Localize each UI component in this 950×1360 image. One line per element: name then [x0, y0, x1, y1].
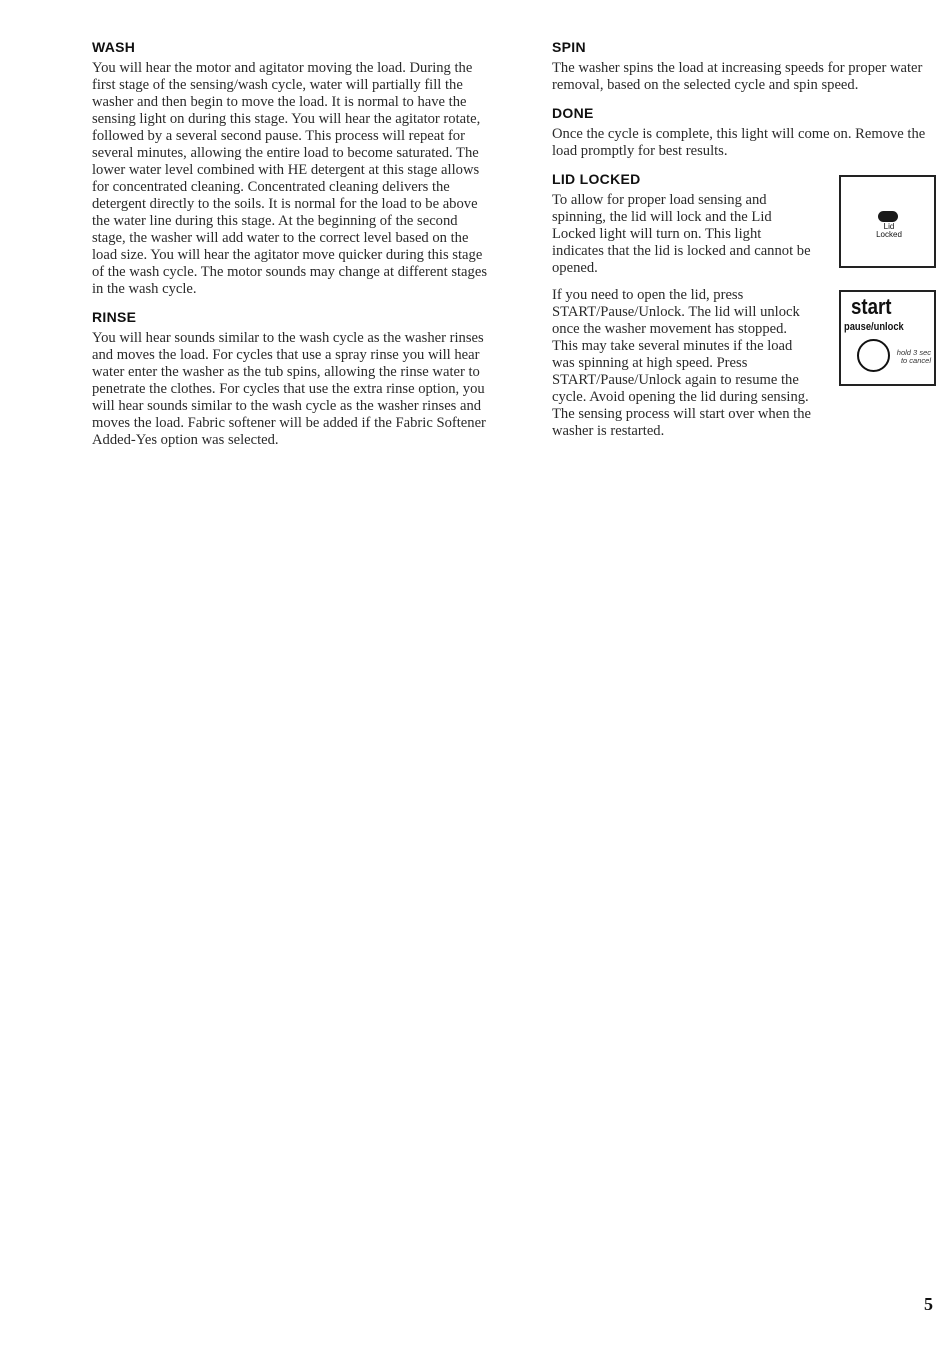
- lid-locked-indicator-panel: [839, 175, 936, 268]
- spin-heading: SPIN: [552, 39, 586, 55]
- spin-text: The washer spins the load at increasing speeds for proper water removal, based on the selected cycle and spin speed.: [552, 60, 923, 93]
- wash-section: [92, 38, 492, 298]
- wash-text: You will hear the motor and agitator moving the load. During the first stage of the sensing/wash cycle, water will partially fill the washer and then begin to move the load. It is normal to have the sensing light on during this stage. You will hear the agitator rotate, followed by a several second pause. This process will repeat for several minutes, allowing the entire load to become saturated. The lower water level combined with HE detergent at this stage allows for concentrated cleaning. Concentrated cleaning delivers the detergent directly to the soils. It is normal for the load to be above the water line during this stage. At the beginning of the second stage, the washer will add water to the correct level based on the load size. You will hear the agitator move quicker during this stage of the wash cycle. The motor sounds may change at different stages in the wash cycle.: [92, 60, 487, 297]
- done-text: Once the cycle is complete, this light will come on. Remove the load promptly for best results.: [552, 126, 926, 159]
- lid-locked-label-line1: Lid: [883, 222, 895, 231]
- start-subtitle: pause/unlock: [844, 321, 904, 333]
- lid-locked-label-line2: Locked: [876, 230, 902, 239]
- left-column: [92, 38, 492, 459]
- page-number: 5: [924, 1294, 933, 1314]
- start-button-circle-icon: [857, 339, 890, 372]
- wash-heading: WASH: [92, 39, 136, 55]
- start-hold-line1: hold 3 sec: [896, 348, 931, 357]
- start-button-panel: [839, 290, 936, 386]
- start-hold-note: [887, 349, 931, 365]
- lid-locked-label: [861, 223, 917, 239]
- start-hold-line2: to cancel: [900, 356, 931, 365]
- rinse-text: You will hear sounds similar to the wash cycle as the washer rinses and moves the load. For cycles that use a spray rinse you will hear water enter the washer as the tub spins, allowing the rinse water to penetrate the clothes. For cycles that use the extra rinse option, you will hear sounds similar to the wash cycle as the washer rinses and moves the load. Fabric softener will be added if the Fabric Softener Added-Yes option was selected.: [92, 330, 486, 448]
- rinse-section: [92, 308, 492, 449]
- start-title: start: [851, 294, 892, 319]
- lid-locked-light-icon: [878, 211, 898, 222]
- lid-locked-text-1: To allow for proper load sensing and spinning, the lid will lock and the Lid Locked light will turn on. This light indicates that the lid is locked and cannot be opened.: [552, 192, 811, 276]
- done-heading: DONE: [552, 105, 594, 121]
- rinse-heading: RINSE: [92, 309, 137, 325]
- done-section: [552, 104, 942, 160]
- lid-locked-text-2: If you need to open the lid, press START/Pause/Unlock. The lid will unlock once the washer movement has stopped. This may take several minutes if the load was spinning at high speed. Press START/Pause/Unlock again to resume the cycle. Avoid opening the lid during sensing. The sensing process will start over when the washer is restarted.: [552, 287, 811, 439]
- lid-locked-heading: LID LOCKED: [552, 171, 641, 187]
- spin-section: [552, 38, 942, 94]
